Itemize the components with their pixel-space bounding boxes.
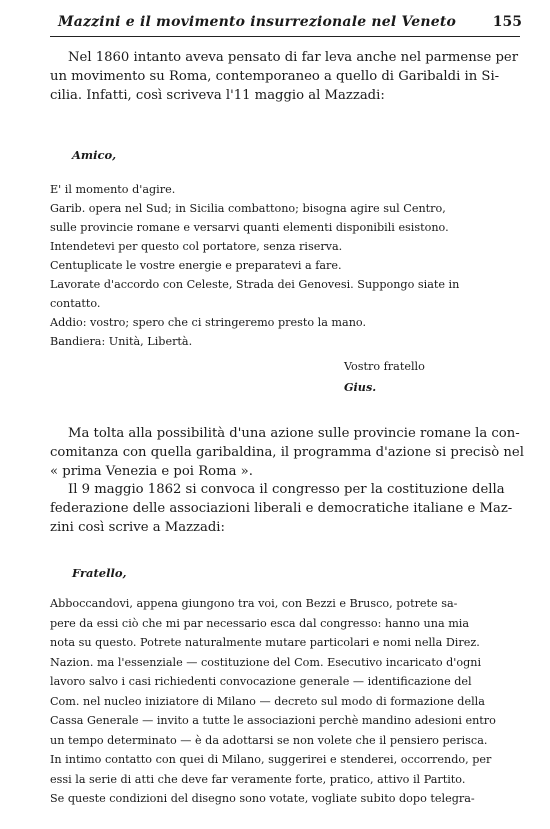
text-line: Il 9 maggio 1862 si convoca il congresso per la costituzione della — [68, 482, 505, 497]
letter-line: Com. nel nucleo iniziatore di Milano — decreto sul modo di formazione della — [50, 694, 485, 708]
letter-line: Intendetevi per questo col portatore, senza riserva. — [50, 240, 343, 253]
signature-text: Gius. — [344, 380, 377, 394]
letter-line: un tempo determinato — è da adottarsi se non volete che il pensiero perisca. — [50, 733, 488, 747]
text-line: federazione delle associazioni liberali e democratiche italiane e Maz- — [50, 501, 513, 516]
letter-line: pere da essi ciò che mi par necessario esca dal congresso: hanno una mia — [50, 616, 470, 630]
letter-line: Se queste condizioni del disegno sono votate, vogliate subito dopo telegra- — [50, 792, 475, 805]
running-header — [48, 12, 522, 34]
text-line: cilia. Infatti, così scriveva l'11 maggio al Mazzadi: — [50, 88, 385, 103]
letter-line: In intimo contatto con quei di Milano, suggerirei e stenderei, occorrendo, per — [50, 753, 492, 766]
letter-line: Lavorate d'accordo con Celeste, Strada dei Genovesi. Suppongo siate in — [50, 278, 460, 291]
letter2-salutation: Fratello, — [72, 566, 127, 580]
letter1-salutation: Amico, — [72, 148, 117, 162]
letter-line: E' il momento d'agire. — [50, 183, 176, 196]
page-number: 155 — [492, 14, 522, 30]
signature — [344, 377, 425, 397]
letter-line: nota su questo. Potrete naturalmente mutare particolari e nomi nella Direz. — [50, 636, 480, 649]
letter-line: contatto. — [50, 297, 101, 310]
letter-line: Cassa Generale — invito a tutte le associazioni perchè mandino adesioni entro — [50, 714, 496, 727]
letter-line: lavoro salvo i casi richiedenti convocazione generale — identificazione del — [50, 675, 472, 688]
letter-line: Addio: vostro; spero che ci stringeremo presto la mano. — [50, 316, 367, 329]
letter1-closing — [344, 357, 425, 397]
letter-line: Garib. opera nel Sud; in Sicilia combattono; bisogna agire sul Centro, — [50, 202, 446, 215]
text-line: un movimento su Roma, contemporaneo a quello di Garibaldi in Si- — [50, 69, 500, 84]
letter-line: Nazion. ma l'essenziale — costituzione del Com. Esecutivo incaricato d'ogni — [50, 655, 482, 669]
running-title: Mazzini e il movimento insurrezionale nel Veneto — [58, 14, 457, 30]
text-line: Nel 1860 intanto aveva pensato di far leva anche nel parmense per — [68, 50, 519, 65]
text-line: comitanza con quella garibaldina, il programma d'azione si precisò nel — [50, 445, 524, 460]
letter1-body — [50, 180, 520, 351]
closing-formula: Vostro fratello — [344, 360, 425, 373]
letter-line: Centuplicate le vostre energie e preparatevi a fare. — [50, 259, 342, 272]
letter-line: Bandiera: Unità, Libertà. — [50, 335, 193, 348]
text-line: Ma tolta alla possibilità d'una azione sulle provincie romane la con- — [68, 426, 520, 441]
header-rule — [50, 36, 520, 37]
letter2-body — [50, 594, 520, 809]
letter-line: sulle provincie romane e versarvi quanti elementi disponibili esistono. — [50, 221, 449, 234]
paragraph-middle — [50, 424, 524, 481]
letter-line: Abboccandovi, appena giungono tra voi, con Bezzi e Brusco, potrete sa- — [50, 597, 458, 610]
letter-line: essi la serie di atti che deve far veramente forte, pratico, attivo il Partito. — [50, 772, 466, 786]
text-line: « prima Venezia e poi Roma ». — [50, 464, 253, 479]
paragraph-intro — [50, 48, 520, 105]
text-line: zini così scrive a Mazzadi: — [50, 520, 225, 535]
paragraph-congress — [50, 480, 520, 537]
